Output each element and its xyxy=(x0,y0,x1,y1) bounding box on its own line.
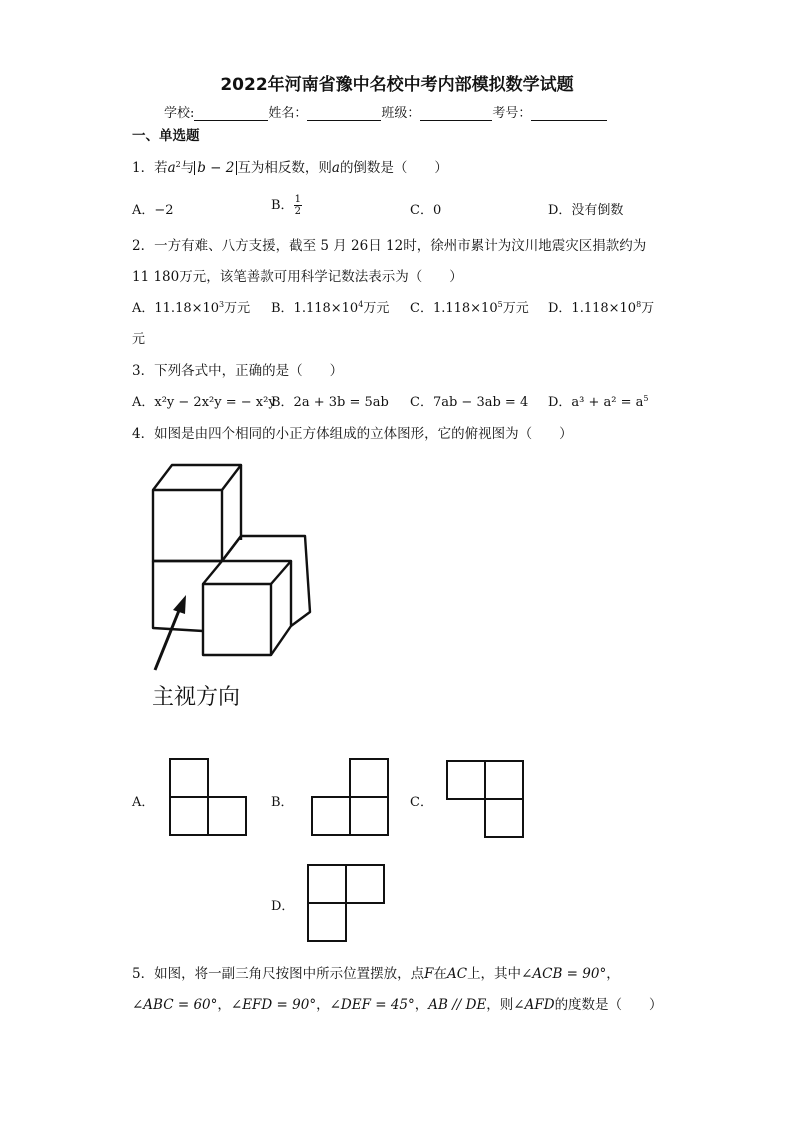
question-1-stem: 1．若$a^2$与 b − 2 互为相反数，则a的倒数是（ ） xyxy=(132,160,448,176)
question-2-line-2: 11 180万元，该笔善款可用科学记数法表示为（ ） xyxy=(132,269,463,285)
page-title: 2022年河南省豫中名校中考内部模拟数学试题 xyxy=(220,75,574,95)
class-label: 班级： xyxy=(381,106,421,121)
direction-arrow-line xyxy=(155,608,180,670)
q1-option-b[interactable]: B． $\frac{1}{2}$ xyxy=(271,194,301,217)
exam-no-label: 考号： xyxy=(492,106,532,121)
section-heading: 一、单选题 xyxy=(132,128,200,144)
q3-option-c[interactable]: C．7ab − 3ab = 4 xyxy=(410,395,529,410)
question-3-stem: 3．下列各式中，正确的是（ ） xyxy=(132,363,344,379)
q2-option-b[interactable]: B．$1.118\times 10^4$万元 xyxy=(271,300,390,316)
q3-option-d[interactable]: D．$a^3 + a^2 = a^5$ xyxy=(548,394,649,410)
q4-option-a[interactable]: A． xyxy=(132,795,155,810)
q4-option-b[interactable]: B． xyxy=(271,795,294,810)
question-5-line-1: 5．如图，将一副三角尺按图中所示位置摆放，点F在AC上，其中∠ACB = 90°， xyxy=(132,966,620,982)
cube-top-top xyxy=(153,465,241,490)
view-direction-label: 主视方向 xyxy=(152,685,241,710)
q1-option-a[interactable]: A．−2 xyxy=(132,203,174,218)
q4-option-a-figure[interactable] xyxy=(169,758,249,838)
q4-option-d[interactable]: D． xyxy=(271,899,295,914)
school-label: 学校: xyxy=(164,106,195,121)
question-4-stem: 4．如图是由四个相同的小正方体组成的立体图形，它的俯视图为（ ） xyxy=(132,426,573,442)
fraction: $\frac{1}{2}$ xyxy=(294,194,301,217)
cube-bottom-left xyxy=(153,561,203,631)
question-5-line-2: ∠ABC = 60°，∠EFD = 90°，∠DEF = 45°，AB // DE，则∠AFD的度数是（ ） xyxy=(132,997,663,1013)
cube-top-front xyxy=(153,490,222,561)
q4-option-b-figure[interactable] xyxy=(311,758,391,838)
q2-option-d[interactable]: D．$1.118\times 10^8$万 xyxy=(548,300,655,316)
q2-option-c[interactable]: C．$1.118\times 10^5$万元 xyxy=(410,300,529,316)
absolute-value: b − 2 xyxy=(194,161,237,175)
cube-front-side xyxy=(271,561,291,655)
q4-option-c-figure[interactable] xyxy=(446,760,526,840)
question-2-line-1: 2．一方有难、八方支援，截至 5 月 26日 12时，徐州市累计为汶川地震灾区捐款约为 xyxy=(132,238,647,254)
q1-option-c[interactable]: C．0 xyxy=(410,203,442,218)
name-label: 姓名： xyxy=(268,106,308,121)
q2-option-a[interactable]: A．$11.18\times 10^3$万元 xyxy=(132,300,251,316)
cube-back-right xyxy=(222,536,310,626)
q1-option-d[interactable]: D．没有倒数 xyxy=(548,203,624,218)
cube-front-top xyxy=(203,561,291,584)
q4-option-d-figure[interactable] xyxy=(307,864,387,944)
q3-option-a[interactable]: A．x²y − 2x²y = − x²y xyxy=(132,395,276,410)
q2-option-d-wrap: 元 xyxy=(132,332,146,347)
q3-option-b[interactable]: B．2a + 3b = 5ab xyxy=(271,395,389,410)
direction-arrow-head xyxy=(173,595,186,614)
q4-option-c[interactable]: C． xyxy=(410,795,433,810)
cube-front-front xyxy=(203,584,271,655)
